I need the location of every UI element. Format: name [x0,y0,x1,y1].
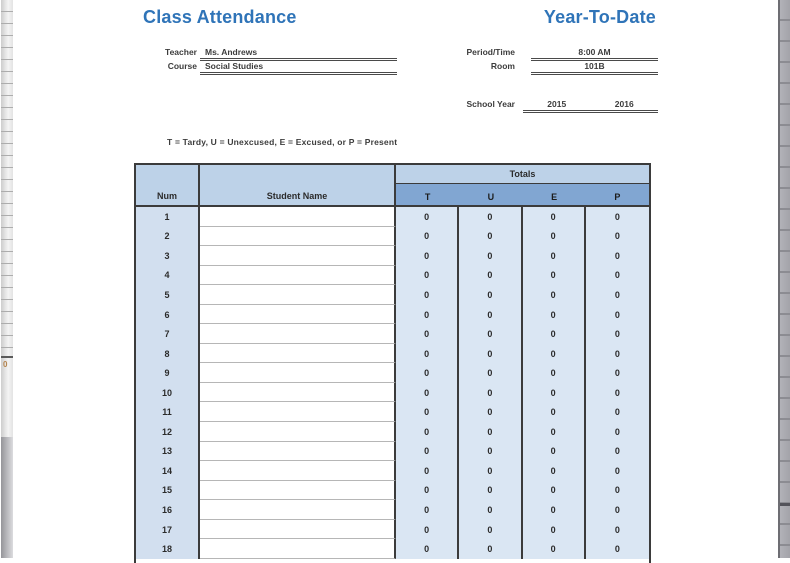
total-excused-cell[interactable]: 0 [523,442,586,462]
ruler-ticks [1,0,13,356]
table-row [136,422,649,442]
total-excused-cell[interactable]: 0 [523,461,586,481]
total-unexcused-cell[interactable]: 0 [459,481,522,501]
student-name-cell[interactable] [200,324,396,344]
total-excused-cell[interactable]: 0 [523,402,586,422]
school-year-end[interactable]: 2016 [614,99,634,109]
school-year-field[interactable] [523,98,658,113]
table-row [136,500,649,520]
table-row [136,207,649,227]
student-name-cell[interactable] [200,520,396,540]
total-present-cell[interactable]: 0 [586,305,649,325]
room-row [445,60,658,75]
total-tardy-cell[interactable]: 0 [396,520,459,540]
total-excused-cell[interactable]: 0 [523,520,586,540]
total-unexcused-cell[interactable]: 0 [459,442,522,462]
total-tardy-cell[interactable]: 0 [396,363,459,383]
row-number-cell[interactable]: 11 [136,402,200,422]
row-number-cell[interactable]: 6 [136,305,200,325]
ruler-zero-label: 0 [3,360,8,369]
table-row [136,442,649,462]
total-excused-cell[interactable]: 0 [523,363,586,383]
period-field[interactable]: 8:00 AM [531,46,658,61]
period-row [445,46,658,61]
total-present-cell[interactable]: 0 [586,324,649,344]
student-name-cell[interactable] [200,363,396,383]
total-tardy-cell[interactable]: 0 [396,207,459,227]
col-header-unexcused: U [459,184,522,205]
row-number-cell[interactable]: 2 [136,227,200,247]
total-present-cell[interactable]: 0 [586,422,649,442]
total-tardy-cell[interactable]: 0 [396,481,459,501]
total-excused-cell[interactable]: 0 [523,246,586,266]
student-name-cell[interactable] [200,539,396,559]
total-excused-cell[interactable]: 0 [523,539,586,559]
total-unexcused-cell[interactable]: 0 [459,402,522,422]
student-name-cell[interactable] [200,246,396,266]
table-row [136,383,649,403]
total-tardy-cell[interactable]: 0 [396,539,459,559]
total-excused-cell[interactable]: 0 [523,207,586,227]
table-row [136,402,649,422]
total-tardy-cell[interactable]: 0 [396,383,459,403]
total-present-cell[interactable]: 0 [586,500,649,520]
total-unexcused-cell[interactable]: 0 [459,305,522,325]
total-tardy-cell[interactable]: 0 [396,285,459,305]
table-row [136,305,649,325]
row-number-cell[interactable]: 3 [136,246,200,266]
room-field[interactable]: 101B [531,60,658,75]
table-row [136,227,649,247]
total-excused-cell[interactable]: 0 [523,266,586,286]
attendance-legend: T = Tardy, U = Unexcused, E = Excused, or P = Present [167,137,398,147]
total-present-cell[interactable]: 0 [586,207,649,227]
student-name-cell[interactable] [200,383,396,403]
total-unexcused-cell[interactable]: 0 [459,520,522,540]
student-name-cell[interactable] [200,344,396,364]
student-name-cell[interactable] [200,500,396,520]
page-subtitle: Year-To-Date [543,7,656,27]
total-tardy-cell[interactable]: 0 [396,344,459,364]
teacher-row [134,46,397,61]
total-unexcused-cell[interactable]: 0 [459,246,522,266]
student-name-cell[interactable] [200,266,396,286]
total-unexcused-cell[interactable]: 0 [459,207,522,227]
total-excused-cell[interactable]: 0 [523,383,586,403]
student-name-cell[interactable] [200,442,396,462]
row-number-cell[interactable]: 17 [136,520,200,540]
total-excused-cell[interactable]: 0 [523,481,586,501]
total-present-cell[interactable]: 0 [586,481,649,501]
student-name-cell[interactable] [200,207,396,227]
school-year-start[interactable]: 2015 [547,99,567,109]
student-name-cell[interactable] [200,461,396,481]
total-unexcused-cell[interactable]: 0 [459,422,522,442]
table-row [136,481,649,501]
school-year-label: School Year [466,99,515,109]
total-excused-cell[interactable]: 0 [523,344,586,364]
row-number-cell[interactable]: 5 [136,285,200,305]
table-row [136,324,649,344]
total-tardy-cell[interactable]: 0 [396,246,459,266]
total-excused-cell[interactable]: 0 [523,422,586,442]
row-number-cell[interactable]: 9 [136,363,200,383]
total-unexcused-cell[interactable]: 0 [459,461,522,481]
col-header-tardy: T [396,184,459,205]
total-present-cell[interactable]: 0 [586,539,649,559]
row-number-cell[interactable]: 8 [136,344,200,364]
total-present-cell[interactable]: 0 [586,246,649,266]
page-title: Class Attendance [143,7,297,27]
course-field[interactable]: Social Studies [200,60,397,75]
row-number-cell[interactable]: 18 [136,539,200,559]
row-number-cell[interactable]: 16 [136,500,200,520]
ruler-zero-line [1,356,13,358]
right-edge-strip [778,0,790,558]
attendance-table [134,163,651,563]
total-excused-cell[interactable]: 0 [523,305,586,325]
total-tardy-cell[interactable]: 0 [396,500,459,520]
vertical-ruler [1,0,13,558]
student-name-cell[interactable] [200,285,396,305]
total-tardy-cell[interactable]: 0 [396,402,459,422]
row-number-cell[interactable]: 15 [136,481,200,501]
col-header-present: P [586,184,649,205]
row-number-cell[interactable]: 10 [136,383,200,403]
student-name-cell[interactable] [200,227,396,247]
total-present-cell[interactable]: 0 [586,227,649,247]
table-row [136,246,649,266]
total-present-cell[interactable]: 0 [586,402,649,422]
right-strip-marker [780,503,790,506]
row-number-cell[interactable]: 4 [136,266,200,286]
total-unexcused-cell[interactable]: 0 [459,383,522,403]
teacher-field[interactable]: Ms. Andrews [200,46,397,61]
total-tardy-cell[interactable]: 0 [396,305,459,325]
total-unexcused-cell[interactable]: 0 [459,285,522,305]
right-strip-ticks [780,0,790,558]
total-unexcused-cell[interactable]: 0 [459,539,522,559]
total-present-cell[interactable]: 0 [586,520,649,540]
total-present-cell[interactable]: 0 [586,442,649,462]
total-tardy-cell[interactable]: 0 [396,461,459,481]
student-name-cell[interactable] [200,305,396,325]
table-row [136,363,649,383]
course-row [134,60,397,75]
table-row [136,266,649,286]
total-unexcused-cell[interactable]: 0 [459,363,522,383]
table-body [136,207,649,559]
period-label: Period/Time [466,47,515,57]
total-tardy-cell[interactable]: 0 [396,266,459,286]
total-present-cell[interactable]: 0 [586,344,649,364]
total-excused-cell[interactable]: 0 [523,324,586,344]
table-row [136,461,649,481]
total-excused-cell[interactable]: 0 [523,227,586,247]
total-present-cell[interactable]: 0 [586,461,649,481]
total-tardy-cell[interactable]: 0 [396,442,459,462]
col-header-student-name: Student Name [200,165,396,205]
table-row [136,285,649,305]
row-number-cell[interactable]: 12 [136,422,200,442]
school-year-row [430,98,658,113]
student-name-cell[interactable] [200,402,396,422]
total-excused-cell[interactable]: 0 [523,285,586,305]
row-number-cell[interactable]: 7 [136,324,200,344]
col-header-num: Num [136,165,200,205]
student-name-cell[interactable] [200,481,396,501]
table-header [136,165,649,207]
course-label: Course [167,61,197,71]
total-unexcused-cell[interactable]: 0 [459,227,522,247]
total-tardy-cell[interactable]: 0 [396,227,459,247]
total-excused-cell[interactable]: 0 [523,500,586,520]
room-label: Room [490,61,515,71]
row-number-cell[interactable]: 1 [136,207,200,227]
student-name-cell[interactable] [200,422,396,442]
total-unexcused-cell[interactable]: 0 [459,344,522,364]
row-number-cell[interactable]: 14 [136,461,200,481]
col-header-totals: Totals [396,165,649,184]
total-unexcused-cell[interactable]: 0 [459,266,522,286]
total-tardy-cell[interactable]: 0 [396,422,459,442]
table-row [136,520,649,540]
total-unexcused-cell[interactable]: 0 [459,324,522,344]
table-row [136,344,649,364]
total-unexcused-cell[interactable]: 0 [459,500,522,520]
total-present-cell[interactable]: 0 [586,285,649,305]
ruler-margin-shade [1,437,13,558]
teacher-label: Teacher [165,47,197,57]
row-number-cell[interactable]: 13 [136,442,200,462]
col-header-excused: E [523,184,586,205]
table-row [136,539,649,559]
total-present-cell[interactable]: 0 [586,266,649,286]
total-present-cell[interactable]: 0 [586,363,649,383]
total-present-cell[interactable]: 0 [586,383,649,403]
total-tardy-cell[interactable]: 0 [396,324,459,344]
